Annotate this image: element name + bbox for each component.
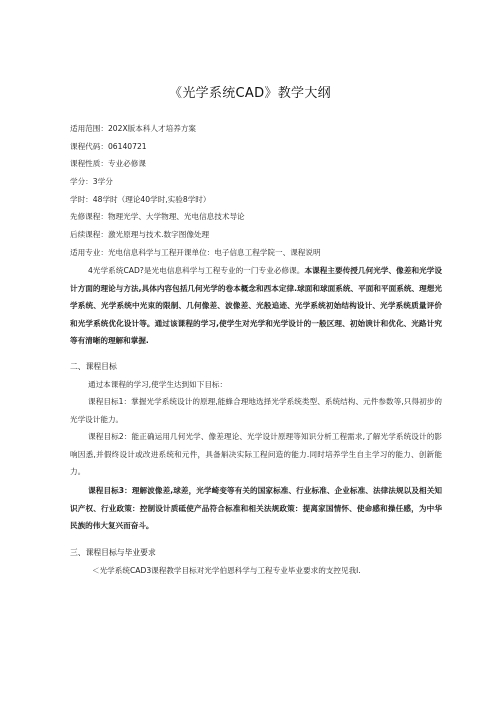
section-heading-requirements: 三、课程目标与毕业要求	[70, 548, 156, 557]
meta-course-code: 课程代码：06140721	[70, 142, 147, 151]
meta-credits: 学分：3学分	[70, 177, 113, 186]
document-title: 《光学系统CAD》教学大纲	[169, 86, 331, 101]
meta-scope: 适用范围：202X版本科人才培养方案	[70, 124, 197, 133]
goal-2-paragraph	[70, 428, 442, 481]
goals-lead-text: 通过本课程的学习,使学生达到如下目标：	[88, 380, 228, 389]
goal-3-paragraph	[70, 482, 442, 535]
course-intro-paragraph	[70, 262, 442, 350]
meta-course-nature: 课程性质：专业必修课	[70, 159, 146, 168]
intro-text-bold-2: 通过该课程的学习,使学生对光学和光学设计的一般区理、初始谀计和优化、光路计究等有清晰的理解和掌握.	[70, 318, 442, 345]
meta-followup-courses: 后续课程：激光原理与技术.数字图像处理	[70, 230, 210, 239]
goal-2-text: 课程目标2：能正确运用几何光学、像差理论、光学设计原理等知识分析工程需求,了解光学系统设计的影响因悉,并假终设计或改进系统和元件，具备斛决实际工程问造的能力.同时培养学生自主学习的能力、创新能力。	[70, 432, 442, 476]
intro-text-plain: 4光学系统CAD?是光电信息科学与工程专业的一门专业必修课。	[88, 266, 305, 275]
intro-text-bold-1: 本课程主要传授几何光学、像差和光学设计方面的理论与方法,具体内容包括几何光学的卷本概念和西本定律.球面和球面系统、平面和平面系统、理想光学系统、光学系统中光束的限制、几何像差、波像差、光般追迹、光学系统初始结构设计、光学系统质量评价和光学系统优化设计等。	[70, 266, 442, 328]
goal-1-text: 课程目标1：掌握光学系统设计的原理,能蜂合理地选择光学系统类型、系统结构、元件参数等,只得初步的光学设计能力。	[70, 397, 442, 424]
meta-prerequisites: 先修课程：物理光学、大学物理、光电信息技术导论	[70, 212, 245, 221]
meta-major-department: 适用专业：光电信息科学与工程开课单位：电子信息工程学院一、课程说明	[70, 248, 321, 257]
goal-3-text: 课程目标3：理解波像差,球差，光学崎变等有关的国家标准、行业标准、企业标准、法律法规以及相关知识产权、行业政策：控制设计质砥使产品符合标准和相关法规政策：提离家国情怀、使命感和操任感，为中华民族的伟大复兴而奋斗。	[70, 486, 442, 530]
section-heading-goals: 二、课程目标	[70, 362, 117, 371]
meta-hours: 学时：48学时（理论40学时,实验8学时）	[70, 195, 211, 204]
requirements-lead-text: ＜光学系统CAD3课程教学目标对光学伯恩科学与工程专业毕业要求的支控见我l.	[92, 566, 361, 575]
goal-1-paragraph	[70, 393, 442, 428]
